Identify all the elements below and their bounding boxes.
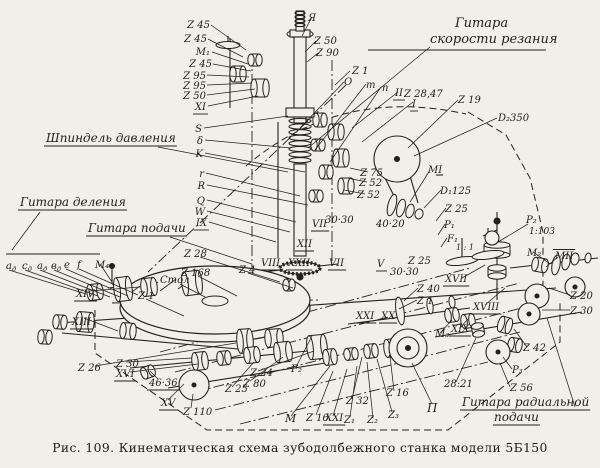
leader-line bbox=[316, 371, 333, 415]
leader-line bbox=[404, 288, 418, 301]
part-label: M₄ bbox=[95, 260, 110, 271]
part-label: XIX bbox=[451, 324, 470, 335]
part-label: δ bbox=[196, 136, 203, 147]
leader-line bbox=[207, 89, 255, 95]
part-label: XVIII bbox=[473, 302, 500, 313]
part-label: 1 : 1 bbox=[456, 243, 474, 252]
part-label: $a_д$ bbox=[37, 261, 48, 273]
part-label: Z 26 bbox=[78, 363, 101, 374]
leader-line bbox=[209, 222, 276, 242]
part-label: MI bbox=[428, 165, 443, 176]
part-label: Z 30 bbox=[116, 359, 139, 370]
part-label: V bbox=[377, 259, 385, 270]
gear bbox=[191, 351, 209, 371]
part-label: Z 75 bbox=[360, 168, 383, 179]
leader-line bbox=[352, 357, 362, 399]
part-label: XXI bbox=[325, 413, 344, 424]
part-label: Z 42 bbox=[523, 343, 546, 354]
part-label: D₂350 bbox=[498, 113, 530, 124]
part-label: Z 25 bbox=[445, 204, 468, 215]
part-label: Z 20 bbox=[570, 291, 593, 302]
part-label: Z 52 bbox=[359, 178, 382, 189]
leader-line bbox=[333, 369, 347, 416]
pulley-disc bbox=[584, 253, 592, 264]
part-label: I bbox=[412, 99, 416, 110]
gear bbox=[243, 346, 261, 364]
part-label: IX bbox=[195, 218, 207, 229]
leader-line bbox=[9, 270, 86, 294]
part-label: Z 80 bbox=[243, 379, 266, 390]
gear bbox=[251, 79, 269, 97]
leader-line bbox=[456, 338, 476, 382]
part-label: XVII bbox=[445, 274, 468, 285]
part-label: Гитара bbox=[455, 16, 509, 31]
pulley-disc bbox=[472, 249, 505, 261]
leader-line bbox=[362, 102, 413, 142]
part-label: Z 1 bbox=[417, 296, 434, 307]
leader-line bbox=[352, 92, 398, 128]
disc bbox=[395, 157, 400, 162]
part-label: XXII bbox=[288, 258, 311, 269]
part-label: Z 56 bbox=[510, 383, 533, 394]
gear bbox=[119, 322, 136, 339]
part-label: Z₃ bbox=[388, 410, 399, 421]
part-label: D₁125 bbox=[440, 186, 472, 197]
disc bbox=[494, 218, 500, 224]
part-label: P₂ bbox=[526, 215, 537, 226]
part-label: M bbox=[285, 412, 297, 425]
part-label: r bbox=[199, 169, 204, 180]
part-label: XIV bbox=[76, 289, 95, 300]
leader-line bbox=[412, 363, 432, 404]
disc bbox=[406, 346, 411, 351]
part-label: XV bbox=[161, 398, 176, 409]
part-label: Я bbox=[308, 13, 317, 24]
part-label: F₁ bbox=[447, 234, 458, 245]
part-label: Q bbox=[196, 196, 205, 207]
part-label: XI bbox=[194, 102, 206, 113]
part-label: S bbox=[195, 124, 202, 135]
disc bbox=[297, 274, 303, 280]
part-label: Z 28,47 bbox=[404, 89, 443, 100]
part-label: XIII bbox=[72, 317, 91, 328]
figure-caption: Рис. 109. Кинематическая схема зубодолбежного станка модели 5Б150 bbox=[52, 441, 548, 455]
part-label: 40·20 bbox=[376, 219, 405, 230]
part-label: Гитара радиальной bbox=[462, 395, 590, 409]
part-label: Z 28 bbox=[184, 249, 207, 260]
part-label: скорости резания bbox=[430, 32, 558, 47]
part-label: Z 1 bbox=[352, 66, 369, 77]
leader-line bbox=[204, 116, 288, 128]
part-label: Z 95 bbox=[183, 71, 206, 82]
shaft-line bbox=[410, 176, 418, 203]
gear bbox=[343, 347, 359, 360]
part-label: XVI bbox=[116, 369, 135, 380]
part-label: Гитара деления bbox=[20, 195, 126, 209]
part-label: XX bbox=[381, 311, 396, 322]
part-label: Z 19 bbox=[458, 95, 481, 106]
part-label: M₂ bbox=[527, 248, 542, 259]
part-label: Z 45 bbox=[189, 59, 212, 70]
gear bbox=[309, 190, 323, 202]
part-label: e bbox=[64, 260, 70, 271]
part-label: M₃ bbox=[435, 329, 450, 340]
part-label: II bbox=[395, 88, 403, 99]
part-label: VIII bbox=[261, 258, 281, 269]
part-label: R bbox=[197, 181, 205, 192]
part-label: W bbox=[194, 207, 205, 218]
disc bbox=[535, 294, 539, 298]
leader-line bbox=[547, 318, 575, 407]
leader-line bbox=[170, 237, 252, 264]
leader-line bbox=[207, 185, 308, 205]
part-label: MII bbox=[555, 251, 574, 262]
part-label: Z 25 bbox=[408, 256, 431, 267]
part-label: П bbox=[427, 401, 438, 415]
part-label: Z 95 bbox=[183, 81, 206, 92]
part-label: Z 30 bbox=[570, 306, 593, 317]
part-label: m bbox=[366, 80, 376, 91]
part-label: f bbox=[77, 260, 81, 271]
part-label: Z 50 bbox=[314, 36, 337, 47]
disc bbox=[192, 383, 196, 387]
part-label: Стол bbox=[160, 275, 190, 286]
gear bbox=[496, 315, 514, 334]
leader-line bbox=[414, 118, 497, 156]
part-label: $a_д$ bbox=[6, 261, 17, 273]
disc bbox=[573, 285, 577, 289]
gear bbox=[471, 322, 485, 338]
gear bbox=[328, 124, 344, 140]
part-label: Z 90 bbox=[316, 48, 339, 59]
disc bbox=[485, 231, 499, 245]
spring-coil bbox=[289, 141, 311, 146]
gear bbox=[216, 350, 232, 365]
part-label: $c_д$ bbox=[22, 261, 32, 273]
leader-line bbox=[208, 96, 258, 106]
part-label: Z 45 bbox=[184, 34, 207, 45]
gear bbox=[444, 307, 460, 323]
part-label: Z₂ bbox=[367, 415, 378, 426]
part-label: Z 1 bbox=[138, 291, 155, 302]
part-label: 28:21 bbox=[444, 379, 473, 390]
spring-coil bbox=[289, 158, 311, 163]
spring-coil bbox=[289, 146, 311, 151]
leader-line bbox=[207, 200, 296, 222]
part-label: VII bbox=[312, 219, 328, 230]
pulley-disc bbox=[414, 208, 424, 220]
gear bbox=[37, 330, 52, 345]
part-label: 30·30 bbox=[390, 267, 419, 278]
part-label: 46·36 bbox=[149, 378, 178, 389]
pulley-disc bbox=[448, 296, 456, 309]
leader-line bbox=[500, 363, 510, 387]
part-label: подачи bbox=[494, 410, 539, 424]
part-label: Z 40 bbox=[417, 284, 440, 295]
part-label: O bbox=[344, 77, 353, 88]
part-label: Z 16 bbox=[306, 413, 329, 424]
part-label: Z 32 bbox=[346, 396, 369, 407]
gear bbox=[322, 348, 338, 365]
part-label: Шпиндель давления bbox=[46, 131, 176, 145]
part-label: Z 25 bbox=[225, 384, 248, 395]
disc bbox=[496, 350, 500, 354]
leader-line bbox=[498, 224, 528, 242]
disc bbox=[110, 264, 115, 269]
part-label: Z 168 bbox=[181, 268, 211, 279]
part-label: F₂ bbox=[291, 364, 302, 375]
leader-line bbox=[424, 190, 441, 208]
part-label: VII bbox=[329, 258, 345, 269]
part-label: 30·30 bbox=[325, 215, 354, 226]
leader-line bbox=[12, 212, 40, 250]
gear bbox=[319, 165, 333, 179]
part-label: M₁ bbox=[195, 47, 210, 58]
spring-coil bbox=[289, 130, 311, 135]
spindle-body bbox=[286, 108, 314, 117]
gear bbox=[531, 257, 550, 274]
gear bbox=[488, 265, 506, 279]
gear bbox=[313, 113, 327, 127]
part-label: Z₁ bbox=[344, 415, 355, 426]
part-label: Z 52 bbox=[357, 190, 380, 201]
part-label: n bbox=[382, 83, 389, 94]
gear bbox=[311, 139, 325, 151]
pulley-disc bbox=[404, 203, 415, 219]
part-label: P₁ bbox=[444, 220, 455, 231]
leader-line bbox=[158, 147, 288, 172]
gear bbox=[248, 54, 262, 66]
gear bbox=[52, 315, 67, 330]
part-label: Гитара подачи bbox=[88, 221, 186, 235]
gear bbox=[333, 149, 349, 167]
spring-coil bbox=[289, 135, 311, 140]
part-label: XII bbox=[297, 239, 313, 250]
part-label: Z 4 bbox=[239, 265, 256, 276]
gear bbox=[363, 343, 379, 358]
part-label: $в_д$ bbox=[51, 261, 62, 273]
part-label: P₃ bbox=[512, 365, 523, 376]
part-label: Z 110 bbox=[183, 407, 213, 418]
part-label: Z 50 bbox=[183, 91, 206, 102]
disc bbox=[527, 312, 531, 316]
spring-coil bbox=[289, 152, 311, 157]
part-label: Z 16 bbox=[386, 388, 409, 399]
leader-line bbox=[206, 173, 300, 196]
part-label: Z 45 bbox=[187, 20, 210, 31]
part-label: 1:103 bbox=[529, 227, 555, 237]
part-label: XXI bbox=[356, 311, 375, 322]
part-label: K bbox=[195, 149, 203, 160]
part-label: Z 24 bbox=[250, 368, 273, 379]
